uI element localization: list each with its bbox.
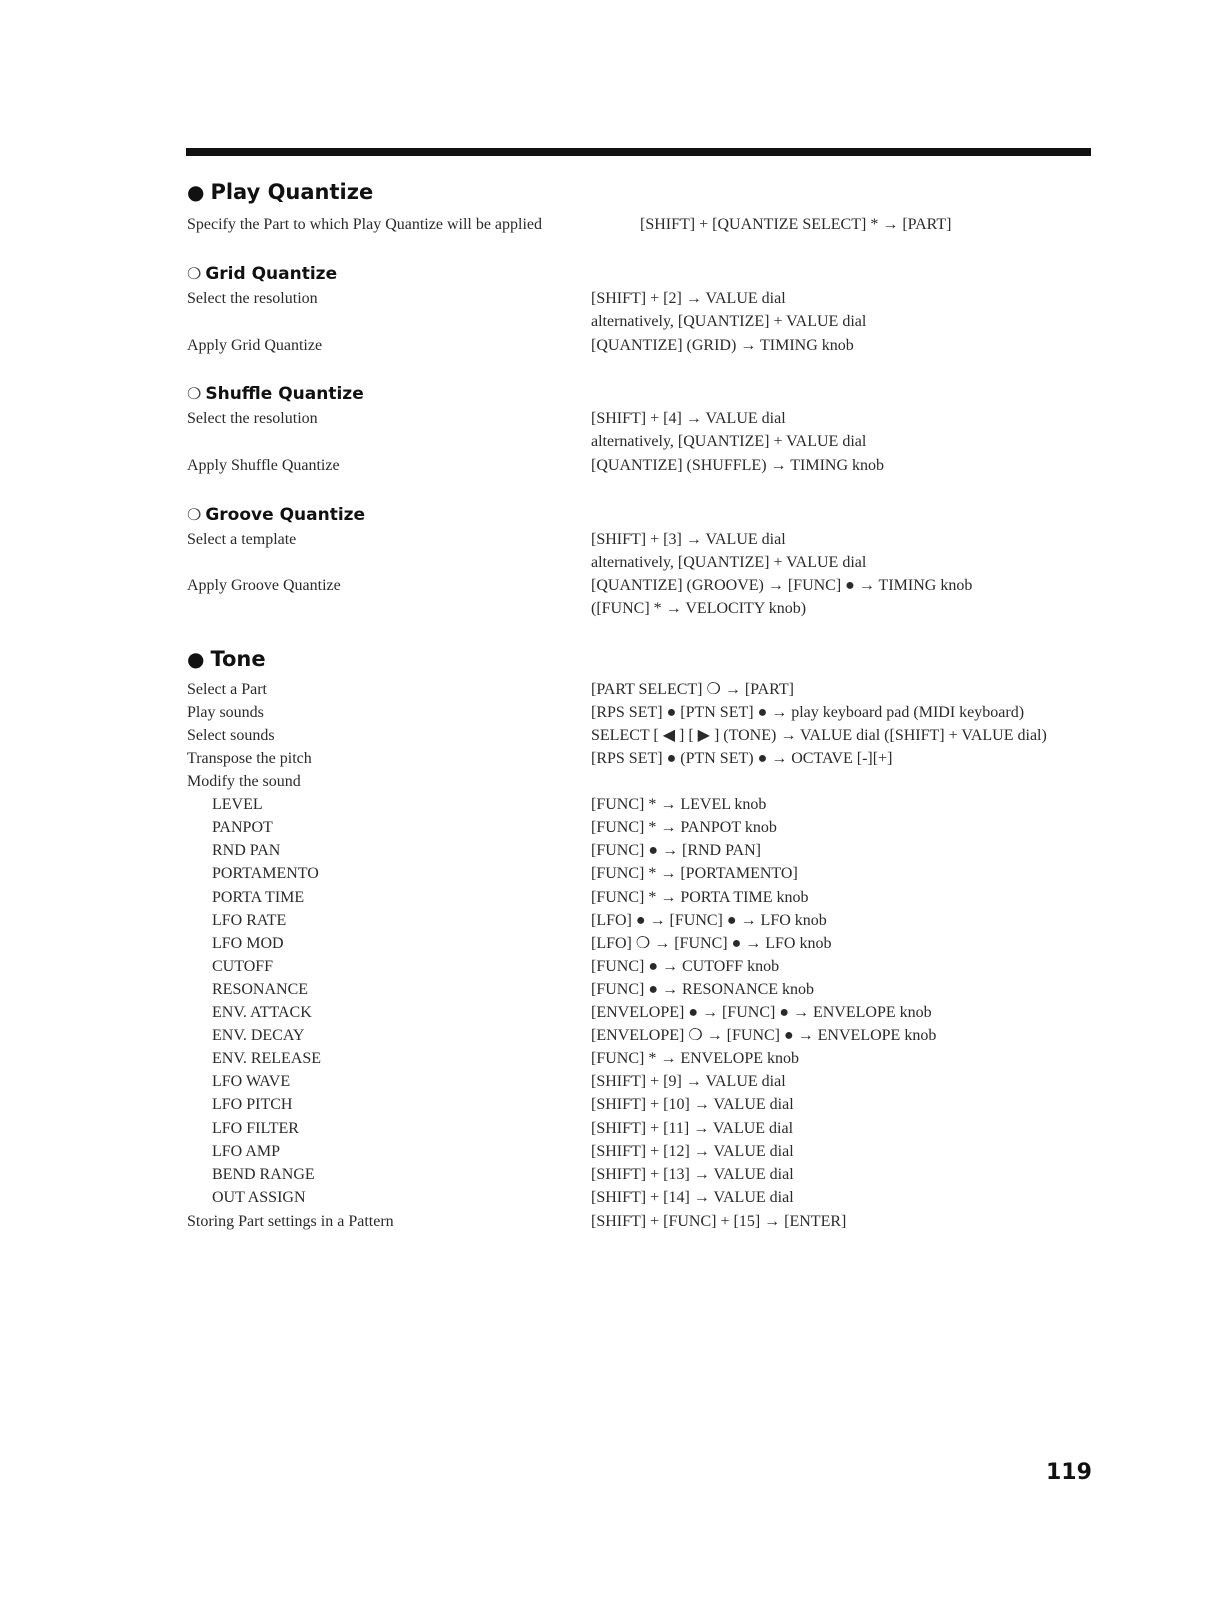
tone-row-op: SELECT [ ◀ ] [ ▶ ] (TONE) → VALUE dial ([SHIFT] + VALUE dial) (591, 727, 1047, 744)
grid-row-op: [SHIFT] + [2] → VALUE dial (591, 290, 786, 307)
param-op: [FUNC] ● → RESONANCE knob (591, 981, 815, 998)
param-op: [SHIFT] + [14] → VALUE dial (591, 1189, 794, 1206)
store-label: Storing Part settings in a Pattern (187, 1213, 394, 1230)
groove-row-op: alternatively, [QUANTIZE] + VALUE dial (591, 554, 867, 571)
param-op: [ENVELOPE] ❍ → [FUNC] ● → ENVELOPE knob (591, 1027, 937, 1044)
param-op: [LFO] ● → [FUNC] ● → LFO knob (591, 912, 827, 929)
grid-row-label: Apply Grid Quantize (187, 337, 323, 354)
shuffle-row-op: alternatively, [QUANTIZE] + VALUE dial (591, 433, 867, 450)
param-op: [ENVELOPE] ● → [FUNC] ● → ENVELOPE knob (591, 1004, 932, 1021)
tone-row-label: Select sounds (187, 727, 275, 744)
grid-row-op: [QUANTIZE] (GRID) → TIMING knob (591, 337, 854, 354)
tone-row-label: Play sounds (187, 704, 264, 721)
param-label: RND PAN (212, 842, 281, 859)
shuffle-row-op: [SHIFT] + [4] → VALUE dial (591, 410, 786, 427)
param-label: RESONANCE (212, 981, 309, 998)
param-label: CUTOFF (212, 958, 274, 975)
grid-row-label: Select the resolution (187, 290, 318, 307)
param-label: OUT ASSIGN (212, 1189, 306, 1206)
param-label: LFO MOD (212, 935, 284, 952)
tone-row-label: Modify the sound (187, 773, 301, 790)
param-label: ENV. DECAY (212, 1027, 305, 1044)
param-label: LEVEL (212, 796, 263, 813)
param-op: [FUNC] ● → CUTOFF knob (591, 958, 780, 975)
groove-row-op: [QUANTIZE] (GROOVE) → [FUNC] ● → TIMING knob (591, 577, 973, 594)
groove-row-op: [SHIFT] + [3] → VALUE dial (591, 531, 786, 548)
param-label: LFO FILTER (212, 1120, 299, 1137)
play-quantize-op: [SHIFT] + [QUANTIZE SELECT] * → [PART] (640, 216, 952, 233)
top-rule (186, 148, 1091, 156)
param-label: BEND RANGE (212, 1166, 315, 1183)
param-op: [SHIFT] + [13] → VALUE dial (591, 1166, 794, 1183)
param-label: PORTA TIME (212, 889, 305, 906)
tone-row-label: Select a Part (187, 681, 267, 698)
subsection-heading-shuffle-quantize: ❍ Shuffle Quantize (187, 384, 364, 404)
bullet-icon: ● (187, 180, 205, 204)
param-op: [FUNC] * → ENVELOPE knob (591, 1050, 799, 1067)
circle-icon: ❍ (187, 264, 202, 283)
param-op: [SHIFT] + [12] → VALUE dial (591, 1143, 794, 1160)
shuffle-row-label: Apply Shuffle Quantize (187, 457, 340, 474)
param-op: [FUNC] ● → [RND PAN] (591, 842, 761, 859)
bullet-icon: ● (187, 647, 205, 671)
store-op: [SHIFT] + [FUNC] + [15] → [ENTER] (591, 1213, 847, 1230)
param-label: LFO PITCH (212, 1096, 293, 1113)
param-op: [FUNC] * → [PORTAMENTO] (591, 865, 798, 882)
param-op: [LFO] ❍ → [FUNC] ● → LFO knob (591, 935, 832, 952)
section-heading-tone: ● Tone (187, 647, 266, 671)
param-op: [SHIFT] + [10] → VALUE dial (591, 1096, 794, 1113)
param-label: LFO AMP (212, 1143, 281, 1160)
param-label: PANPOT (212, 819, 273, 836)
param-op: [FUNC] * → PORTA TIME knob (591, 889, 809, 906)
param-label: LFO RATE (212, 912, 287, 929)
page-number: 119 (1046, 1460, 1092, 1485)
subsection-heading-grid-quantize: ❍ Grid Quantize (187, 264, 338, 284)
tone-row-op: [RPS SET] ● (PTN SET) ● → OCTAVE [-][+] (591, 750, 893, 767)
param-op: [SHIFT] + [11] → VALUE dial (591, 1120, 794, 1137)
param-op: [SHIFT] + [9] → VALUE dial (591, 1073, 786, 1090)
grid-row-op: alternatively, [QUANTIZE] + VALUE dial (591, 313, 867, 330)
tone-row-label: Transpose the pitch (187, 750, 312, 767)
play-quantize-label: Specify the Part to which Play Quantize will be applied (187, 216, 543, 233)
tone-row-op: [RPS SET] ● [PTN SET] ● → play keyboard pad (MIDI keyboard) (591, 704, 1025, 721)
groove-row-label: Select a template (187, 531, 297, 548)
param-label: PORTAMENTO (212, 865, 319, 882)
shuffle-row-op: [QUANTIZE] (SHUFFLE) → TIMING knob (591, 457, 885, 474)
param-label: ENV. ATTACK (212, 1004, 312, 1021)
section-heading-play-quantize: ● Play Quantize (187, 180, 374, 204)
param-label: ENV. RELEASE (212, 1050, 322, 1067)
groove-row-op: ([FUNC] * → VELOCITY knob) (591, 600, 807, 617)
circle-icon: ❍ (187, 505, 202, 524)
groove-row-label: Apply Groove Quantize (187, 577, 341, 594)
param-op: [FUNC] * → PANPOT knob (591, 819, 777, 836)
param-op: [FUNC] * → LEVEL knob (591, 796, 767, 813)
shuffle-row-label: Select the resolution (187, 410, 318, 427)
circle-icon: ❍ (187, 384, 202, 403)
param-label: LFO WAVE (212, 1073, 291, 1090)
subsection-heading-groove-quantize: ❍ Groove Quantize (187, 505, 366, 525)
tone-row-op: [PART SELECT] ❍ → [PART] (591, 681, 794, 698)
